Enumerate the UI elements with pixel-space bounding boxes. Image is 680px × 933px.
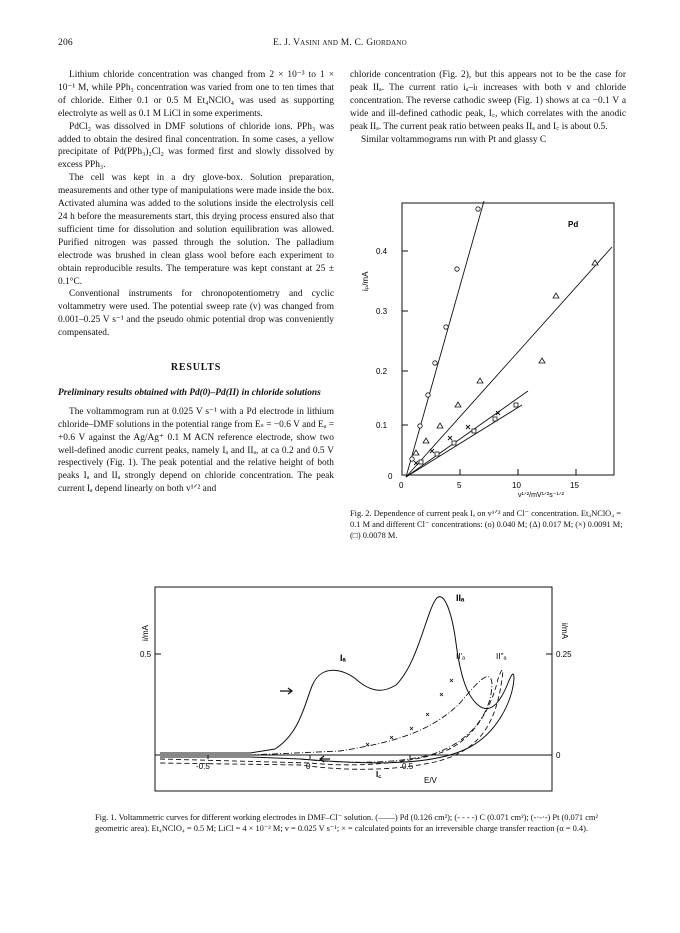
fig2-caption: Fig. 2. Dependence of current peak Iₐ on v¹ᐟ² and Cl⁻ concentration. Et₄NClO₄ = 0.1 M and different Cl⁻ concentrations: (o) 0.040 M; (Δ) 0.017 M; (×) 0.0091 M; (□) 0.0078 M. bbox=[350, 509, 623, 540]
paragraph: PdCl₂ was dissolved in DMF solutions of chloride ions. PPh₃ was added to obtain the desired final concentration. In some cases, a yellow precipitate of Pd(PPh₃)₂Cl₂ was formed first and slowly dissolved by excess PPh₃. bbox=[58, 121, 334, 171]
section-heading: RESULTS bbox=[170, 362, 222, 374]
fig2-ylabel: iₚ/mA bbox=[361, 271, 370, 291]
fig1-xtick: 0.5 bbox=[402, 762, 414, 771]
fig1-peak-label: II''ₐ bbox=[496, 652, 507, 661]
fig2-series-label: Pd bbox=[568, 220, 579, 229]
fig2-ytick: 0.2 bbox=[376, 367, 388, 376]
fig1-right-tick: 0 bbox=[556, 751, 561, 760]
fig1-xtick: -0.5 bbox=[196, 762, 210, 771]
fig2-xtick: 10 bbox=[512, 481, 521, 490]
fig2-point-square bbox=[514, 403, 518, 407]
fig1-ylabel-left: i/mA bbox=[141, 625, 150, 641]
fig2-point-square bbox=[472, 429, 476, 433]
fig2-point-circle bbox=[444, 325, 448, 329]
fig1-peak-label: Iₐ bbox=[340, 653, 346, 663]
fig1-ylabel-right: i/mA bbox=[560, 623, 569, 639]
paragraph: Similar voltammograms run with Pt and glassy C bbox=[361, 134, 547, 145]
fig2-point-triangle bbox=[413, 450, 419, 455]
fig2-ytick: 0 bbox=[388, 472, 393, 481]
right-column bbox=[350, 69, 626, 146]
fig2-point-circle bbox=[418, 424, 422, 428]
fig2-fit-line bbox=[406, 391, 528, 477]
fig1-frame bbox=[155, 587, 552, 791]
fig1-calc-point bbox=[440, 693, 443, 696]
paragraph: Conventional instruments for chronopotentiometry and cyclic voltammetry were used. The potential sweep rate (v) was changed from 0.001–0.25 V s⁻¹ and the pseudo ohmic potential drop was conveniently compensated. bbox=[58, 289, 334, 339]
fig2-point-triangle bbox=[455, 402, 461, 407]
fig2-point-triangle bbox=[592, 260, 598, 265]
fig2-point-circle bbox=[455, 267, 459, 271]
fig2-point-circle bbox=[426, 393, 430, 397]
fig2-point-cross bbox=[448, 436, 452, 440]
fig2-point-circle bbox=[410, 457, 414, 461]
fig1-xlabel: E/V bbox=[424, 776, 437, 785]
fig1-peak-label: IIₐ bbox=[456, 593, 465, 603]
fig1-sweep-arrow bbox=[280, 688, 292, 694]
fig1-curve-pd bbox=[160, 597, 514, 763]
fig2-point-cross bbox=[466, 425, 470, 429]
fig2-point-square bbox=[452, 441, 456, 445]
fig2-point-square bbox=[419, 460, 423, 464]
fig1-calc-point bbox=[390, 736, 393, 739]
fig2-plot bbox=[350, 195, 630, 505]
fig2-point-circle bbox=[476, 207, 480, 211]
paragraph: The cell was kept in a dry glove-box. Solution preparation, measurements and other type of manipulations were made inside the box. Activated alumina was added to the solutions inside the electrolysis cell 24 h before the measurements start, this drying process ensured also that sufficient time for dissolution and solution equilibration was allowed. Purified nitrogen was passed through the solution. The palladium electrode was brushed in clean glass wool before each experiment to obtain reproducible results. The temperature was kept constant at 25 ± 0.1°C. bbox=[58, 173, 334, 287]
paragraph: chloride concentration (Fig. 2), but this appears not to be the case for peak IIₐ. The current ratio iₐ–iₗ increases with both v and chloride concentration. The reverse cathodic sweep (Fig. 1) shows at ca −0.1 V a wide and ill-defined cathodic peak, I꜀, which correlates with the anodic peak IIₐ. The current peak ratio between peaks IIₐ and I꜀ is about 0.5. bbox=[350, 70, 626, 132]
fig1-peak-label: I꜀ bbox=[376, 770, 381, 779]
fig1-peak-label: II'ₐ bbox=[456, 652, 465, 661]
fig2-point-triangle bbox=[539, 358, 545, 363]
fig2-xtick: 0 bbox=[399, 481, 404, 490]
fig1-plot bbox=[100, 583, 620, 805]
fig2-point-triangle bbox=[553, 293, 559, 298]
paragraph: The voltammogram run at 0.025 V s⁻¹ with a Pd electrode in lithium chloride–DMF solutions in the potential range from Eₛ = −0.6 V and Eₐ = +0.6 V against the Ag/Ag⁺ 0.1 M ACN reference electrode, show two well-defined anodic current peaks, namely Iₐ and IIₐ, at ca 0.2 and 0.5 V respectively (Fig. 1). The peak potential and the relative height of both peaks Iₐ and IIₐ strongly depend on chloride concentration. The peak current Iₐ depend linearly on both v¹ᐟ² and bbox=[58, 406, 334, 495]
fig2-xtick: 5 bbox=[457, 481, 462, 490]
fig1-calc-point bbox=[426, 713, 429, 716]
fig2-xlabel: v¹ᐟ²/mV¹ᐟ²s⁻¹ᐟ² bbox=[518, 492, 565, 499]
fig1-right-tick: 0.25 bbox=[556, 650, 572, 659]
fig1-calc-point bbox=[410, 727, 413, 730]
fig1-calc-point bbox=[450, 679, 453, 682]
fig2-point-square bbox=[493, 417, 497, 421]
fig1-caption: Fig. 1. Voltammetric curves for different working electrodes in DMF–Cl⁻ solution. (——) Pd (0.126 cm²); (- - - -) C (0.071 cm²); (-·-·-) Pt (0.071 cm² geometric area). Et₄NClO₄ = 0.5 M; LiCl = 4 × 10⁻² M; v = 0.025 V s⁻¹; × = calculated points for an irreversible charge transfer reaction (α = 0.4). bbox=[95, 813, 598, 833]
left-column bbox=[58, 69, 334, 496]
fig2-frame bbox=[402, 203, 614, 475]
paragraph: Lithium chloride concentration was changed from 2 × 10⁻³ to 1 × 10⁻¹ M, while PPh₃ concentration was varied from one to ten times that of chloride. Either 0.1 or 0.5 M Et₄NClO₄ was used as supporting electrolyte as well as 0.1 M LiCl in some experiments. bbox=[58, 70, 334, 119]
fig2-point-square bbox=[435, 452, 439, 456]
fig2-point-cross bbox=[414, 461, 418, 465]
fig2-ytick: 0.1 bbox=[376, 421, 388, 430]
fig2-ytick: 0.3 bbox=[376, 307, 388, 316]
fig2-xtick: 15 bbox=[570, 481, 579, 490]
fig1-xtick: 0 bbox=[306, 762, 311, 771]
fig2-point-circle bbox=[433, 361, 437, 365]
fig2-point-cross bbox=[430, 449, 434, 453]
fig2-point-triangle bbox=[477, 378, 483, 383]
subsection-heading: Preliminary results obtained with Pd(0)–Pd(II) in chloride solutions bbox=[58, 387, 321, 398]
fig2-ytick: 0.4 bbox=[376, 247, 388, 256]
fig1-calc-point bbox=[366, 743, 369, 746]
running-head: E. J. Vasini and M. C. Giordano bbox=[273, 38, 407, 48]
fig2-point-triangle bbox=[423, 438, 429, 443]
page-number: 206 bbox=[58, 38, 73, 48]
fig1-left-tick: 0.5 bbox=[140, 650, 152, 659]
fig2-point-triangle bbox=[437, 423, 443, 428]
fig1-curve-pt bbox=[250, 677, 492, 763]
